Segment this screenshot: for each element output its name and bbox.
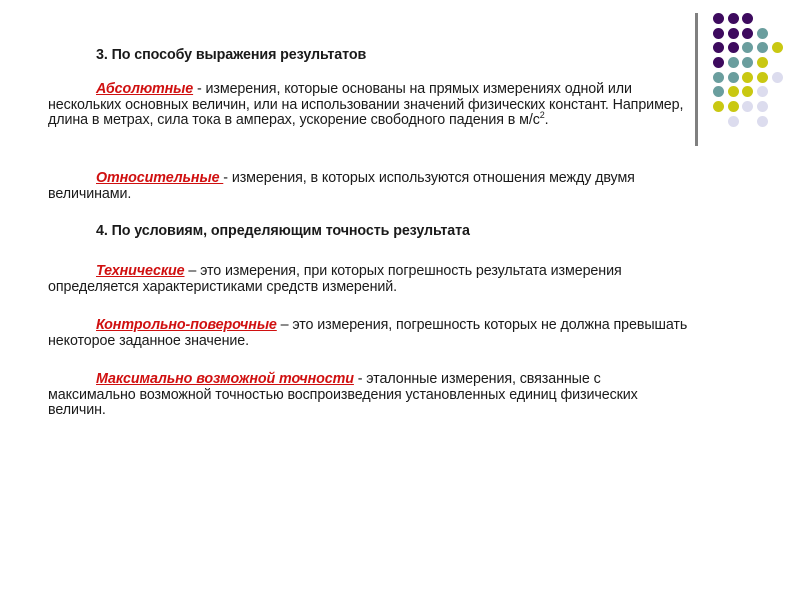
decorative-dot [742, 57, 753, 68]
paragraph-maximal [48, 372, 688, 419]
decorative-dot [713, 28, 724, 39]
definition-text: - эталонные измерения, связанные с максимально возможной точностью воспроизведения установленных единиц физических величин. [48, 371, 638, 418]
decorative-dot [728, 101, 739, 112]
term-control: Контрольно-поверочные [96, 317, 277, 333]
heading-by-expression [48, 48, 688, 64]
definition-text: – это измерения, погрешность которых не должна превышать некоторое заданное значение. [48, 317, 688, 349]
decorative-dot [772, 42, 783, 53]
decorative-dot [757, 86, 768, 97]
decorative-dot [713, 101, 724, 112]
decorative-dot [772, 72, 783, 83]
decorative-dot [742, 28, 753, 39]
superscript: 2 [539, 110, 545, 121]
paragraph-technical [48, 264, 688, 295]
decorative-dot [728, 42, 739, 53]
decorative-dot [742, 13, 753, 24]
decorative-dot [728, 13, 739, 24]
decorative-dot [728, 28, 739, 39]
decorative-dot [757, 57, 768, 68]
decorative-dot [742, 86, 753, 97]
heading-by-accuracy [48, 224, 688, 240]
decorative-dot [713, 57, 724, 68]
term-relative: Относительные [96, 170, 224, 186]
decorative-divider-line [695, 13, 698, 146]
paragraph-control [48, 318, 688, 349]
definition-text: – это измерения, при которых погрешность результата измерения определяется характеристиками средств измерений. [48, 263, 622, 295]
decorative-dot [757, 28, 768, 39]
decorative-dot [713, 13, 724, 24]
decorative-dot [728, 86, 739, 97]
decorative-dot [728, 57, 739, 68]
decorative-dot [713, 72, 724, 83]
decorative-dot [757, 42, 768, 53]
decorative-dot [742, 42, 753, 53]
decorative-dot [728, 116, 739, 127]
period: . [544, 112, 549, 128]
definition-text: - измерения, в которых используются отношения между двумя величинами. [48, 170, 635, 202]
term-maximal: Максимально возможной точности [96, 371, 354, 387]
term-absolute: Абсолютные [96, 81, 194, 97]
paragraph-absolute [48, 82, 688, 129]
decorative-dot [757, 101, 768, 112]
decorative-dot [757, 116, 768, 127]
decorative-dot [728, 72, 739, 83]
term-technical: Технические [96, 263, 185, 279]
decorative-dot [742, 101, 753, 112]
decorative-dot [713, 86, 724, 97]
definition-text: - измерения, которые основаны на прямых измерениях одной или нескольких основных величин, или на использовании значений физических констант. Например, длина в метрах, сила тока в амперах, ускорение свободного падения в м/с [48, 81, 684, 128]
heading-text: 3. По способу выражения результатов [96, 47, 367, 63]
decorative-dot [742, 72, 753, 83]
decorative-dot [757, 72, 768, 83]
decorative-dot [713, 42, 724, 53]
heading-text: 4. По условиям, определяющим точность результата [96, 223, 470, 239]
paragraph-relative [48, 171, 688, 202]
